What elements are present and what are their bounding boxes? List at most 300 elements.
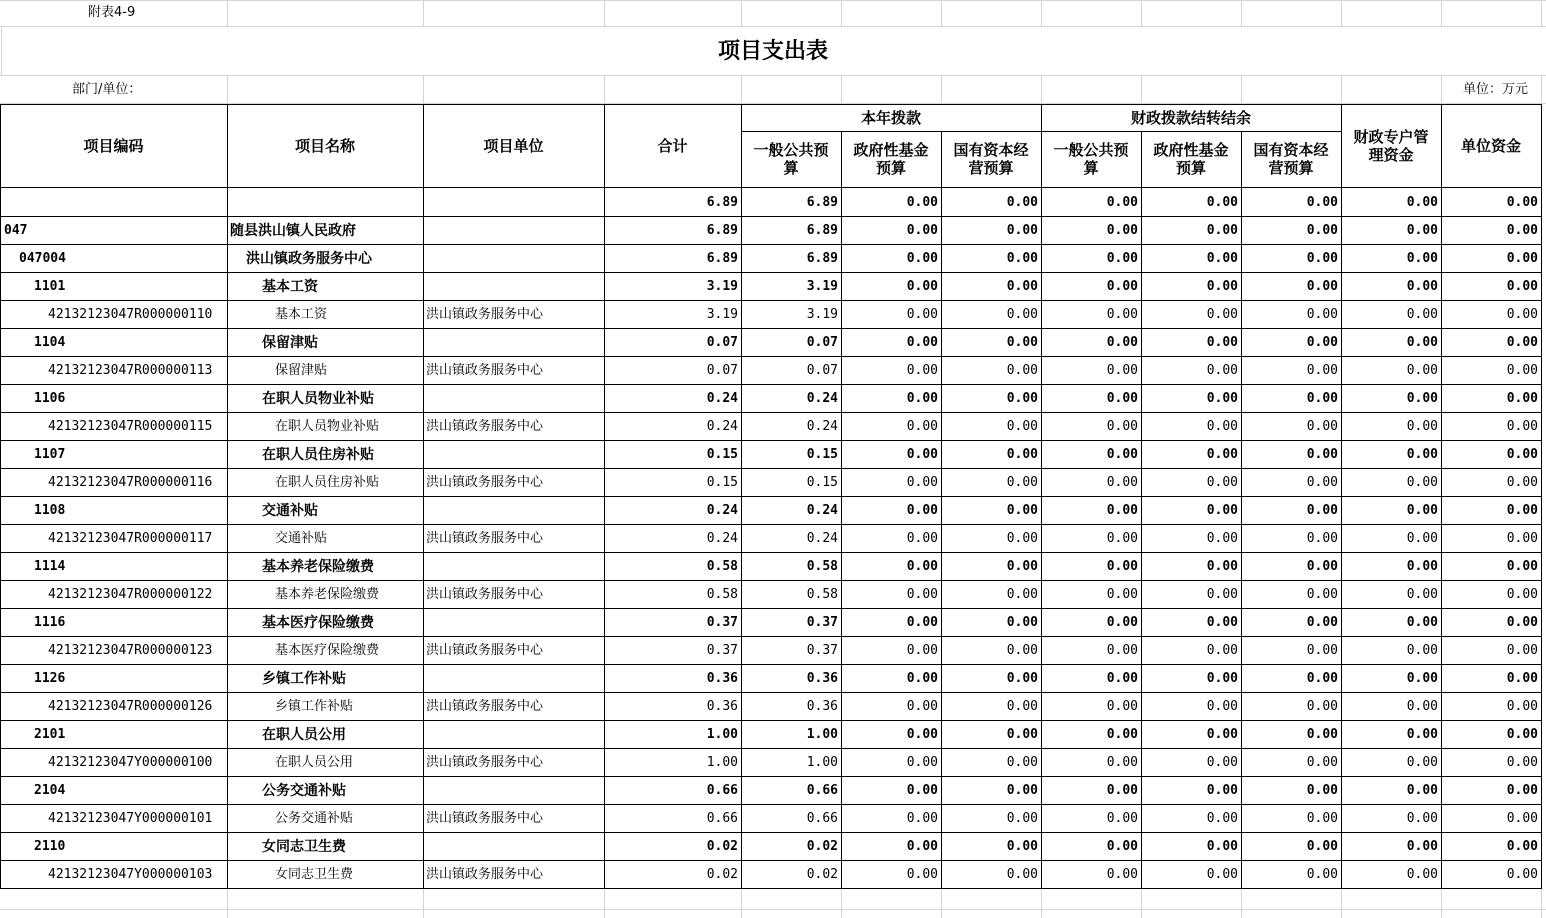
project-code-cell[interactable]: 42132123047R000000113 — [48, 363, 213, 378]
amount-cell[interactable]: 0.66 — [706, 811, 738, 826]
amount-cell[interactable]: 0.00 — [1506, 587, 1538, 602]
project-unit-cell[interactable]: 洪山镇政务服务中心 — [426, 643, 544, 658]
project-code-cell[interactable]: 42132123047Y000000103 — [48, 867, 213, 882]
project-unit-cell[interactable] — [426, 189, 604, 217]
amount-cell[interactable]: 0.00 — [1206, 335, 1238, 350]
project-code-cell[interactable]: 047 — [4, 223, 28, 238]
amount-cell[interactable]: 0.00 — [1406, 447, 1438, 462]
project-code-cell[interactable]: 42132123047R000000116 — [48, 475, 213, 490]
project-name-cell[interactable]: 基本养老保险缴费 — [275, 587, 380, 602]
amount-cell[interactable]: 0.58 — [806, 587, 838, 602]
amount-cell[interactable]: 0.00 — [1306, 643, 1338, 658]
amount-cell[interactable]: 0.00 — [1506, 279, 1538, 294]
amount-cell[interactable]: 0.00 — [1506, 867, 1538, 882]
amount-cell[interactable]: 0.00 — [1506, 755, 1538, 770]
header-total[interactable]: 合计 — [657, 136, 688, 155]
project-unit-cell[interactable]: 洪山镇政务服务中心 — [426, 307, 544, 322]
amount-cell[interactable]: 6.89 — [806, 223, 838, 238]
amount-cell[interactable]: 0.00 — [906, 363, 938, 378]
amount-cell[interactable]: 0.24 — [706, 503, 738, 518]
amount-cell[interactable]: 0.00 — [1206, 447, 1238, 462]
amount-cell[interactable]: 0.00 — [906, 419, 938, 434]
sub-header-5[interactable]: 政府性基金预算 — [1153, 141, 1229, 177]
amount-cell[interactable]: 0.00 — [1306, 615, 1338, 630]
amount-cell[interactable]: 0.00 — [1106, 251, 1138, 266]
project-name-cell[interactable]: 公务交通补贴 — [262, 783, 346, 799]
amount-cell[interactable]: 0.00 — [1306, 503, 1338, 518]
amount-cell[interactable]: 0.00 — [906, 783, 938, 798]
amount-cell[interactable]: 0.00 — [1006, 783, 1038, 798]
amount-cell[interactable]: 0.00 — [1406, 251, 1438, 266]
project-unit-cell[interactable]: 洪山镇政务服务中心 — [426, 363, 544, 378]
amount-cell[interactable]: 0.02 — [806, 867, 838, 882]
amount-cell[interactable]: 0.00 — [1406, 615, 1438, 630]
project-unit-cell[interactable]: 洪山镇政务服务中心 — [426, 531, 544, 546]
header-project-code[interactable]: 项目编码 — [83, 136, 144, 155]
amount-cell[interactable]: 0.00 — [1506, 783, 1538, 798]
amount-cell[interactable]: 0.00 — [1106, 447, 1138, 462]
project-unit-cell[interactable]: 洪山镇政务服务中心 — [426, 755, 544, 770]
project-name-cell[interactable]: 乡镇工作补贴 — [275, 699, 354, 714]
amount-cell[interactable]: 0.24 — [806, 531, 838, 546]
project-name-cell[interactable]: 洪山镇政务服务中心 — [246, 251, 372, 267]
amount-cell[interactable]: 0.24 — [806, 503, 838, 518]
sub-header-1[interactable]: 一般公共预算 — [753, 141, 829, 177]
amount-cell[interactable]: 1.00 — [706, 755, 738, 770]
amount-cell[interactable]: 0.00 — [1306, 839, 1338, 854]
amount-cell[interactable]: 0.00 — [1506, 671, 1538, 686]
amount-cell[interactable]: 0.00 — [906, 335, 938, 350]
amount-cell[interactable]: 0.00 — [1006, 251, 1038, 266]
project-code-cell[interactable]: 1114 — [34, 559, 66, 574]
amount-cell[interactable]: 0.00 — [1306, 755, 1338, 770]
amount-cell[interactable]: 0.00 — [1206, 839, 1238, 854]
amount-cell[interactable]: 0.66 — [706, 783, 738, 798]
project-name-cell[interactable]: 交通补贴 — [262, 503, 318, 519]
amount-cell[interactable]: 0.00 — [1106, 839, 1138, 854]
amount-cell[interactable]: 0.15 — [806, 447, 838, 462]
amount-cell[interactable]: 0.00 — [1506, 419, 1538, 434]
amount-cell[interactable]: 0.00 — [1506, 307, 1538, 322]
sub-header-3[interactable]: 国有资本经营预算 — [953, 141, 1029, 177]
amount-cell[interactable]: 0.02 — [706, 839, 738, 854]
amount-cell[interactable]: 0.00 — [1106, 755, 1138, 770]
project-code-cell[interactable]: 1116 — [34, 615, 66, 630]
amount-cell[interactable]: 0.00 — [1506, 335, 1538, 350]
amount-cell[interactable]: 0.00 — [1306, 335, 1338, 350]
amount-cell[interactable]: 0.15 — [706, 475, 738, 490]
amount-cell[interactable]: 0.00 — [1406, 223, 1438, 238]
project-name-cell[interactable]: 在职人员住房补贴 — [275, 475, 380, 490]
amount-cell[interactable]: 0.00 — [1106, 195, 1138, 210]
amount-cell[interactable]: 0.66 — [806, 783, 838, 798]
amount-cell[interactable]: 0.00 — [1406, 335, 1438, 350]
amount-cell[interactable]: 0.58 — [806, 559, 838, 574]
project-name-cell[interactable]: 基本工资 — [275, 307, 328, 322]
amount-cell[interactable]: 0.00 — [1106, 811, 1138, 826]
sub-header-4[interactable]: 一般公共预算 — [1053, 141, 1129, 177]
amount-cell[interactable]: 0.00 — [1406, 363, 1438, 378]
amount-cell[interactable]: 0.15 — [806, 475, 838, 490]
amount-cell[interactable]: 0.00 — [1106, 503, 1138, 518]
project-unit-cell[interactable] — [426, 665, 604, 693]
amount-cell[interactable]: 0.00 — [1306, 419, 1338, 434]
amount-cell[interactable]: 0.00 — [906, 307, 938, 322]
amount-cell[interactable]: 0.00 — [1406, 307, 1438, 322]
project-code-cell[interactable]: 1101 — [34, 279, 66, 294]
amount-cell[interactable]: 0.00 — [1306, 251, 1338, 266]
amount-cell[interactable]: 0.00 — [906, 867, 938, 882]
amount-cell[interactable]: 0.00 — [1006, 419, 1038, 434]
amount-cell[interactable]: 0.00 — [1206, 727, 1238, 742]
amount-cell[interactable]: 0.00 — [906, 475, 938, 490]
amount-cell[interactable]: 0.24 — [806, 419, 838, 434]
project-unit-cell[interactable] — [426, 777, 604, 805]
project-name-cell[interactable]: 女同志卫生费 — [262, 839, 346, 855]
amount-cell[interactable]: 0.00 — [1106, 307, 1138, 322]
project-name-cell[interactable]: 在职人员物业补贴 — [262, 391, 374, 407]
amount-cell[interactable]: 0.00 — [1406, 587, 1438, 602]
project-unit-cell[interactable]: 洪山镇政务服务中心 — [426, 699, 544, 714]
amount-cell[interactable]: 0.00 — [1006, 811, 1038, 826]
amount-cell[interactable]: 0.36 — [806, 671, 838, 686]
amount-cell[interactable]: 0.00 — [1106, 223, 1138, 238]
project-name-cell[interactable]: 基本医疗保险缴费 — [262, 615, 374, 631]
amount-cell[interactable]: 0.02 — [706, 867, 738, 882]
amount-cell[interactable]: 0.00 — [906, 251, 938, 266]
amount-cell[interactable]: 0.00 — [1006, 615, 1038, 630]
amount-cell[interactable]: 0.00 — [1006, 363, 1038, 378]
amount-cell[interactable]: 0.00 — [1106, 643, 1138, 658]
project-unit-cell[interactable] — [426, 497, 604, 525]
amount-cell[interactable]: 0.00 — [1406, 419, 1438, 434]
amount-cell[interactable]: 0.00 — [1406, 671, 1438, 686]
amount-cell[interactable]: 0.00 — [1406, 195, 1438, 210]
amount-cell[interactable]: 0.00 — [1206, 223, 1238, 238]
amount-cell[interactable]: 0.00 — [1406, 867, 1438, 882]
amount-cell[interactable]: 0.00 — [1006, 503, 1038, 518]
amount-cell[interactable]: 0.00 — [1206, 867, 1238, 882]
amount-cell[interactable]: 0.36 — [806, 699, 838, 714]
amount-cell[interactable]: 0.00 — [1006, 839, 1038, 854]
amount-cell[interactable]: 0.37 — [806, 643, 838, 658]
amount-cell[interactable]: 0.00 — [1206, 783, 1238, 798]
project-name-cell[interactable]: 在职人员住房补贴 — [262, 447, 374, 463]
amount-cell[interactable]: 0.00 — [1006, 587, 1038, 602]
project-unit-cell[interactable] — [426, 329, 604, 357]
amount-cell[interactable]: 0.15 — [706, 447, 738, 462]
project-name-cell[interactable]: 公务交通补贴 — [275, 811, 354, 826]
project-unit-cell[interactable] — [426, 553, 604, 581]
project-name-cell[interactable]: 交通补贴 — [275, 531, 328, 546]
project-unit-cell[interactable]: 洪山镇政务服务中心 — [426, 419, 544, 434]
amount-cell[interactable]: 3.19 — [806, 279, 838, 294]
project-name-cell[interactable]: 女同志卫生费 — [275, 867, 354, 882]
amount-cell[interactable]: 0.07 — [806, 335, 838, 350]
amount-cell[interactable]: 0.00 — [1306, 811, 1338, 826]
amount-cell[interactable]: 0.00 — [1406, 839, 1438, 854]
amount-cell[interactable]: 0.00 — [1006, 195, 1038, 210]
amount-cell[interactable]: 6.89 — [806, 251, 838, 266]
amount-cell[interactable]: 0.00 — [1206, 363, 1238, 378]
sub-header-6[interactable]: 国有资本经营预算 — [1253, 141, 1329, 177]
project-name-cell[interactable]: 基本医疗保险缴费 — [275, 643, 380, 658]
amount-cell[interactable]: 6.89 — [706, 195, 738, 210]
amount-cell[interactable]: 0.00 — [906, 811, 938, 826]
project-unit-cell[interactable]: 洪山镇政务服务中心 — [426, 587, 544, 602]
amount-cell[interactable]: 0.00 — [1406, 279, 1438, 294]
project-code-cell[interactable]: 42132123047R000000122 — [48, 587, 213, 602]
project-name-cell[interactable]: 基本养老保险缴费 — [262, 559, 374, 575]
project-code-cell[interactable]: 047004 — [19, 251, 66, 266]
amount-cell[interactable]: 0.00 — [1106, 727, 1138, 742]
amount-cell[interactable]: 0.00 — [1206, 307, 1238, 322]
amount-cell[interactable]: 0.00 — [1306, 195, 1338, 210]
amount-cell[interactable]: 0.00 — [1106, 559, 1138, 574]
project-code-cell[interactable]: 2104 — [34, 783, 66, 798]
amount-cell[interactable]: 0.00 — [1406, 531, 1438, 546]
amount-cell[interactable]: 3.19 — [706, 279, 738, 294]
amount-cell[interactable]: 0.00 — [1506, 811, 1538, 826]
amount-cell[interactable]: 0.00 — [1506, 503, 1538, 518]
project-name-cell[interactable]: 随县洪山镇人民政府 — [230, 223, 356, 239]
amount-cell[interactable]: 0.00 — [906, 447, 938, 462]
amount-cell[interactable]: 0.00 — [1506, 559, 1538, 574]
amount-cell[interactable]: 0.00 — [1106, 671, 1138, 686]
project-name-cell[interactable]: 在职人员公用 — [275, 755, 354, 770]
project-name-cell[interactable]: 保留津贴 — [262, 335, 318, 351]
project-code-cell[interactable]: 1104 — [34, 335, 66, 350]
amount-cell[interactable]: 0.00 — [1306, 559, 1338, 574]
project-name-cell[interactable]: 保留津贴 — [275, 363, 328, 378]
amount-cell[interactable]: 0.00 — [906, 615, 938, 630]
project-name-cell[interactable]: 在职人员公用 — [262, 727, 346, 743]
amount-cell[interactable]: 0.00 — [1106, 531, 1138, 546]
project-unit-cell[interactable] — [426, 721, 604, 749]
project-code-cell[interactable]: 42132123047Y000000100 — [48, 755, 213, 770]
project-code-cell[interactable]: 42132123047Y000000101 — [48, 811, 213, 826]
project-code-cell[interactable] — [4, 189, 227, 217]
header-own-funds[interactable]: 单位资金 — [1460, 136, 1521, 155]
amount-cell[interactable]: 0.00 — [1506, 643, 1538, 658]
amount-cell[interactable]: 0.00 — [1406, 643, 1438, 658]
amount-cell[interactable]: 0.00 — [1106, 335, 1138, 350]
project-unit-cell[interactable] — [426, 245, 604, 273]
amount-cell[interactable]: 0.24 — [806, 391, 838, 406]
amount-cell[interactable]: 0.00 — [1006, 559, 1038, 574]
table-note[interactable]: 附表4-9 — [88, 5, 136, 20]
amount-cell[interactable]: 0.00 — [906, 503, 938, 518]
amount-cell[interactable]: 0.00 — [906, 643, 938, 658]
amount-cell[interactable]: 0.00 — [1006, 391, 1038, 406]
amount-cell[interactable]: 0.07 — [706, 363, 738, 378]
amount-cell[interactable]: 0.37 — [706, 643, 738, 658]
amount-cell[interactable]: 0.00 — [1406, 699, 1438, 714]
amount-cell[interactable]: 0.00 — [1106, 587, 1138, 602]
amount-cell[interactable]: 0.07 — [706, 335, 738, 350]
amount-cell[interactable]: 6.89 — [706, 223, 738, 238]
amount-cell[interactable]: 0.00 — [1206, 699, 1238, 714]
amount-cell[interactable]: 0.00 — [1106, 363, 1138, 378]
amount-cell[interactable]: 0.00 — [1506, 615, 1538, 630]
amount-cell[interactable]: 0.00 — [1006, 699, 1038, 714]
project-unit-cell[interactable] — [426, 217, 604, 245]
amount-cell[interactable]: 0.00 — [1506, 195, 1538, 210]
amount-cell[interactable]: 0.00 — [1206, 587, 1238, 602]
amount-cell[interactable]: 0.00 — [1006, 643, 1038, 658]
amount-cell[interactable]: 0.00 — [1306, 279, 1338, 294]
amount-cell[interactable]: 0.00 — [1306, 363, 1338, 378]
amount-cell[interactable]: 0.00 — [1206, 811, 1238, 826]
amount-cell[interactable]: 0.24 — [706, 419, 738, 434]
amount-cell[interactable]: 0.00 — [906, 223, 938, 238]
project-code-cell[interactable]: 42132123047R000000123 — [48, 643, 213, 658]
amount-cell[interactable]: 0.00 — [1306, 307, 1338, 322]
amount-cell[interactable]: 0.00 — [1506, 447, 1538, 462]
amount-cell[interactable]: 0.00 — [906, 195, 938, 210]
project-code-cell[interactable]: 1107 — [34, 447, 66, 462]
amount-cell[interactable]: 0.00 — [1106, 279, 1138, 294]
amount-cell[interactable]: 0.00 — [1406, 475, 1438, 490]
amount-cell[interactable]: 0.58 — [706, 587, 738, 602]
amount-cell[interactable]: 0.00 — [906, 559, 938, 574]
amount-cell[interactable]: 0.00 — [1006, 727, 1038, 742]
project-code-cell[interactable]: 42132123047R000000115 — [48, 419, 213, 434]
project-name-cell[interactable]: 乡镇工作补贴 — [262, 671, 346, 687]
unit-label[interactable]: 单位：万元 — [1462, 81, 1528, 97]
amount-cell[interactable]: 0.07 — [806, 363, 838, 378]
amount-cell[interactable]: 0.00 — [1206, 391, 1238, 406]
amount-cell[interactable]: 0.00 — [1506, 251, 1538, 266]
amount-cell[interactable]: 0.00 — [906, 699, 938, 714]
amount-cell[interactable]: 6.89 — [806, 195, 838, 210]
sub-header-2[interactable]: 政府性基金预算 — [853, 141, 929, 177]
amount-cell[interactable]: 0.00 — [1106, 391, 1138, 406]
project-unit-cell[interactable] — [426, 833, 604, 861]
amount-cell[interactable]: 0.00 — [906, 727, 938, 742]
amount-cell[interactable]: 0.00 — [1206, 643, 1238, 658]
header-project-name[interactable]: 项目名称 — [294, 136, 355, 155]
amount-cell[interactable]: 0.02 — [806, 839, 838, 854]
amount-cell[interactable]: 3.19 — [806, 307, 838, 322]
amount-cell[interactable]: 0.36 — [706, 671, 738, 686]
amount-cell[interactable]: 0.37 — [806, 615, 838, 630]
project-code-cell[interactable]: 2110 — [34, 839, 66, 854]
project-code-cell[interactable]: 1106 — [34, 391, 66, 406]
amount-cell[interactable]: 0.00 — [1206, 615, 1238, 630]
amount-cell[interactable]: 0.00 — [1206, 503, 1238, 518]
amount-cell[interactable]: 0.00 — [1006, 307, 1038, 322]
project-code-cell[interactable]: 1108 — [34, 503, 66, 518]
amount-cell[interactable]: 0.00 — [1206, 671, 1238, 686]
amount-cell[interactable]: 0.00 — [906, 279, 938, 294]
amount-cell[interactable]: 0.00 — [906, 671, 938, 686]
amount-cell[interactable]: 0.00 — [1306, 783, 1338, 798]
amount-cell[interactable]: 0.00 — [1506, 699, 1538, 714]
project-code-cell[interactable]: 1126 — [34, 671, 66, 686]
project-unit-cell[interactable]: 洪山镇政务服务中心 — [426, 867, 544, 882]
amount-cell[interactable]: 0.00 — [1306, 867, 1338, 882]
project-name-cell[interactable] — [230, 189, 423, 217]
project-code-cell[interactable]: 42132123047R000000117 — [48, 531, 213, 546]
amount-cell[interactable]: 0.00 — [1306, 587, 1338, 602]
amount-cell[interactable]: 0.00 — [1206, 475, 1238, 490]
amount-cell[interactable]: 0.00 — [1206, 531, 1238, 546]
amount-cell[interactable]: 0.00 — [1006, 755, 1038, 770]
amount-cell[interactable]: 0.00 — [906, 839, 938, 854]
amount-cell[interactable]: 0.00 — [1206, 755, 1238, 770]
amount-cell[interactable]: 0.00 — [1506, 363, 1538, 378]
amount-cell[interactable]: 3.19 — [706, 307, 738, 322]
amount-cell[interactable]: 0.00 — [1506, 531, 1538, 546]
header-special-account[interactable]: 财政专户管理资金 — [1353, 127, 1429, 164]
page-title[interactable]: 项目支出表 — [717, 38, 828, 64]
header-group-carryover[interactable]: 财政拨款结转结余 — [1130, 108, 1251, 127]
amount-cell[interactable]: 1.00 — [806, 755, 838, 770]
amount-cell[interactable]: 0.00 — [1306, 671, 1338, 686]
amount-cell[interactable]: 0.00 — [1106, 419, 1138, 434]
amount-cell[interactable]: 0.00 — [1306, 447, 1338, 462]
project-code-cell[interactable]: 42132123047R000000110 — [48, 307, 213, 322]
amount-cell[interactable]: 0.00 — [1406, 727, 1438, 742]
amount-cell[interactable]: 0.37 — [706, 615, 738, 630]
project-code-cell[interactable]: 2101 — [34, 727, 66, 742]
amount-cell[interactable]: 0.00 — [1106, 615, 1138, 630]
project-name-cell[interactable]: 在职人员物业补贴 — [275, 419, 380, 434]
amount-cell[interactable]: 0.00 — [1006, 447, 1038, 462]
amount-cell[interactable]: 1.00 — [806, 727, 838, 742]
amount-cell[interactable]: 0.00 — [1206, 251, 1238, 266]
project-unit-cell[interactable] — [426, 441, 604, 469]
amount-cell[interactable]: 0.00 — [1006, 531, 1038, 546]
amount-cell[interactable]: 0.00 — [1206, 419, 1238, 434]
amount-cell[interactable]: 0.00 — [1406, 811, 1438, 826]
amount-cell[interactable]: 0.00 — [1506, 391, 1538, 406]
amount-cell[interactable]: 0.00 — [1006, 335, 1038, 350]
project-unit-cell[interactable]: 洪山镇政务服务中心 — [426, 811, 544, 826]
project-unit-cell[interactable] — [426, 385, 604, 413]
amount-cell[interactable]: 0.00 — [1406, 783, 1438, 798]
amount-cell[interactable]: 0.00 — [1506, 727, 1538, 742]
amount-cell[interactable]: 0.00 — [906, 531, 938, 546]
amount-cell[interactable]: 0.00 — [1406, 559, 1438, 574]
amount-cell[interactable]: 0.00 — [1306, 391, 1338, 406]
amount-cell[interactable]: 0.00 — [1506, 223, 1538, 238]
project-unit-cell[interactable] — [426, 609, 604, 637]
amount-cell[interactable]: 0.00 — [1006, 671, 1038, 686]
amount-cell[interactable]: 0.00 — [1206, 559, 1238, 574]
amount-cell[interactable]: 0.00 — [906, 587, 938, 602]
project-name-cell[interactable]: 基本工资 — [262, 279, 318, 295]
amount-cell[interactable]: 0.00 — [1306, 727, 1338, 742]
amount-cell[interactable]: 0.00 — [1006, 475, 1038, 490]
amount-cell[interactable]: 0.00 — [1306, 223, 1338, 238]
amount-cell[interactable]: 0.00 — [1506, 475, 1538, 490]
amount-cell[interactable]: 0.00 — [1006, 279, 1038, 294]
amount-cell[interactable]: 0.00 — [1406, 391, 1438, 406]
amount-cell[interactable]: 0.00 — [1306, 475, 1338, 490]
project-unit-cell[interactable]: 洪山镇政务服务中心 — [426, 475, 544, 490]
amount-cell[interactable]: 0.58 — [706, 559, 738, 574]
amount-cell[interactable]: 0.00 — [1206, 279, 1238, 294]
amount-cell[interactable]: 0.66 — [806, 811, 838, 826]
amount-cell[interactable]: 0.00 — [1006, 223, 1038, 238]
amount-cell[interactable]: 0.00 — [1106, 699, 1138, 714]
header-group-current-year[interactable]: 本年拨款 — [860, 108, 921, 127]
amount-cell[interactable]: 0.00 — [1106, 783, 1138, 798]
amount-cell[interactable]: 0.36 — [706, 699, 738, 714]
amount-cell[interactable]: 0.00 — [1406, 503, 1438, 518]
